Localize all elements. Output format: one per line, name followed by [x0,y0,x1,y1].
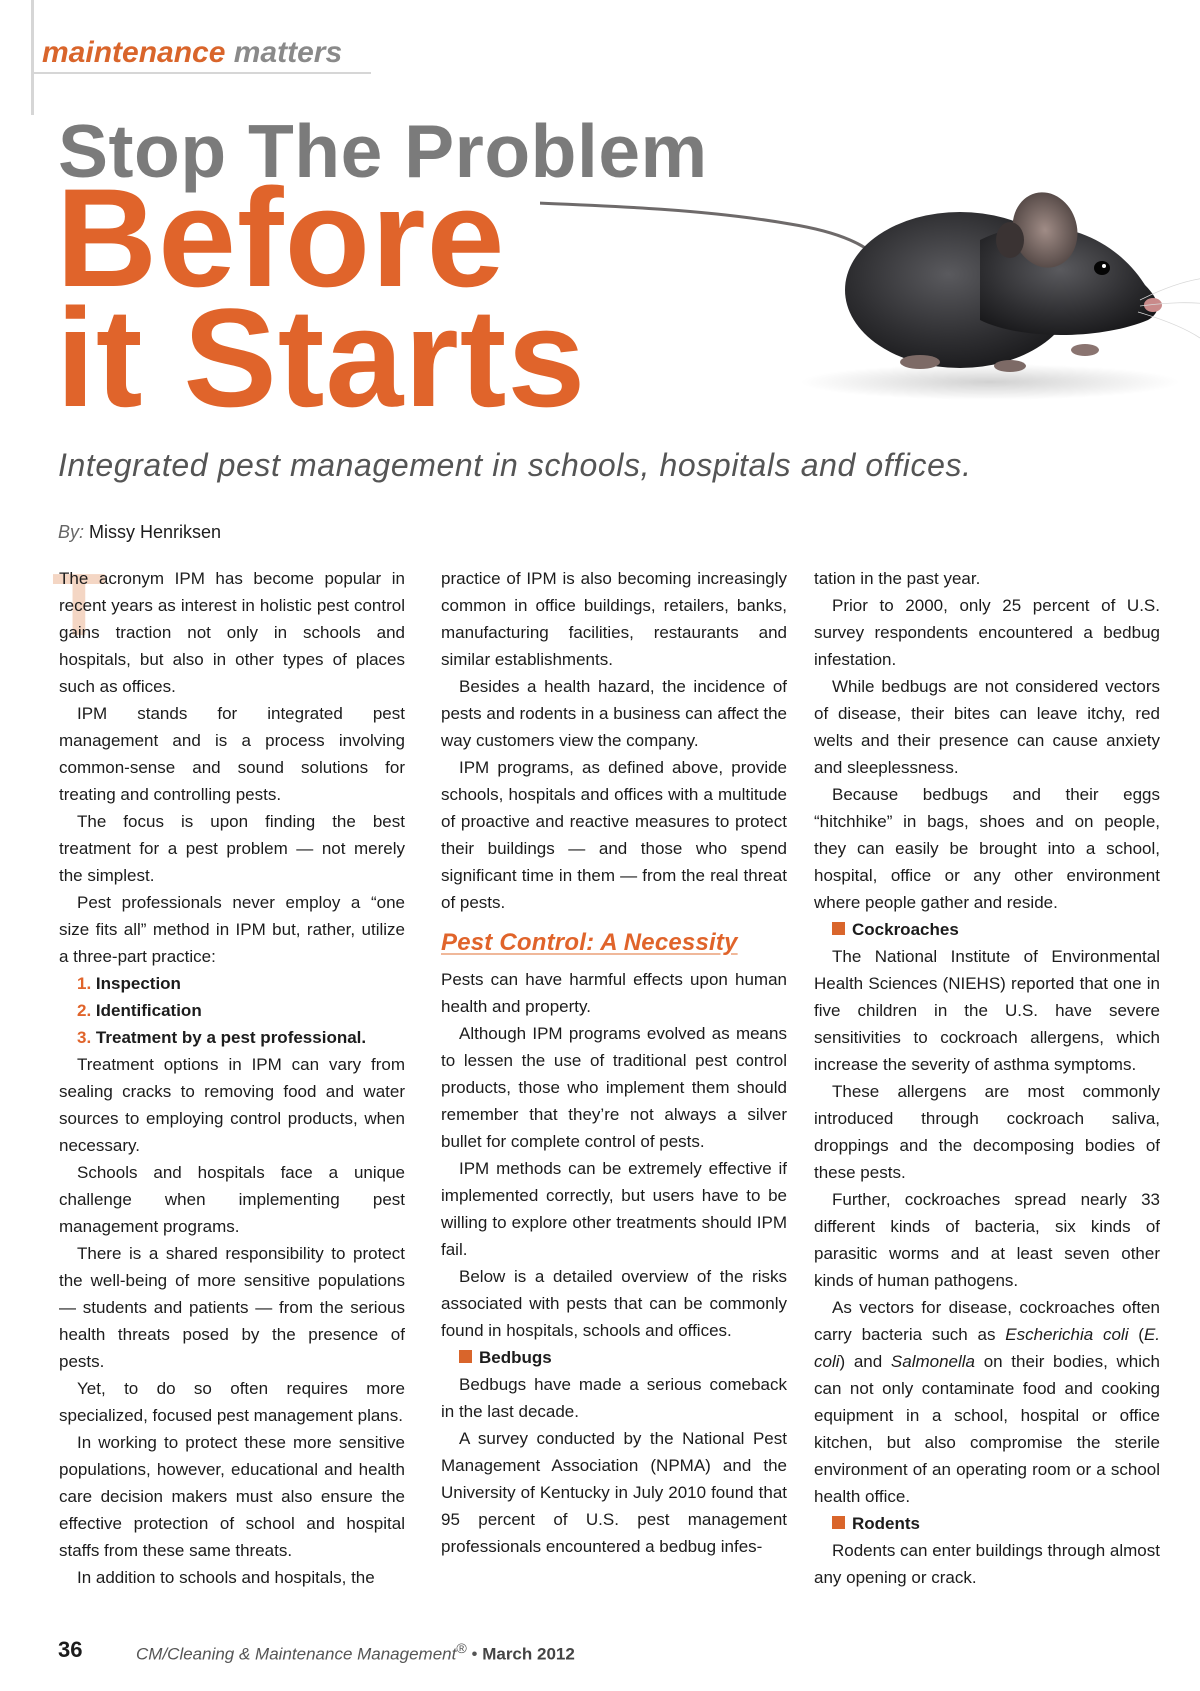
paragraph [814,1294,1160,1510]
paragraph: These allergens are most commonly introduced through cockroach saliva, droppings and the decomposing bodies of these pests. [814,1082,1160,1182]
department-word-2: matters [233,36,343,69]
paragraph: Although IPM programs evolved as means to lessen the use of traditional pest control products, those who implement them should remember that they’re not always a silver bullet for complete control of pests. [441,1024,787,1151]
paragraph: IPM methods can be extremely effective if implemented correctly, but users have to be willing to explore other treatments should IPM fail. [441,1159,787,1259]
list-text: Identification [95,1001,202,1020]
paragraph-text: ( [1128,1325,1144,1344]
registered-mark: ® [456,1641,467,1657]
paragraph: Prior to 2000, only 25 percent of U.S. survey respondents encountered a bedbug infestation. [814,596,1160,669]
paragraph-text: As vectors for disease, cockroaches often carry bacteria such as [814,1298,1160,1344]
paragraph-text: on their bodies, which can not only contaminate food and cooking equipment in a school, hospital or office kitchen, but also compromise the sterile environment of an operating room or a school health office. [814,1352,1160,1506]
publication-name: CM/Cleaning & Maintenance Management [136,1644,457,1664]
footer-separator: • [471,1644,478,1664]
headline-line-1: Stop The Problem [58,109,708,193]
paragraph: The focus is upon finding the best treatment for a pest problem — not merely the simplest. [59,812,405,885]
species-name: E. coli [814,1325,1161,1371]
paragraph: IPM programs, as defined above, provide schools, hospitals and offices with a multitude of proactive and reactive measures to protect their buildings — and those who spend significant time in them — from the real threat of pests. [441,758,787,912]
subheading-rodents [814,1510,1160,1537]
paragraph: Further, cockroaches spread nearly 33 different kinds of bacteria, six kinds of parasitic worms and at least seven other kinds of human pathogens. [814,1190,1160,1290]
paragraph: Pest professionals never employ a “one size fits all” method in IPM but, rather, utilize a three-part practice: [59,893,405,966]
paragraph-text: The acronym IPM has become popular in recent years as interest in holistic pest control gains traction not only in schools and hospitals, but also in other types of places such as offices. [59,569,405,696]
paragraph: The National Institute of Environmental Health Sciences (NIEHS) reported that one in five children in the U.S. have severe sensitivities to cockroach allergens, which increase the severity of asthma symptoms. [814,947,1160,1074]
subheading-text: Bedbugs [479,1348,552,1367]
section-heading [441,916,787,966]
footer-credit [136,1641,575,1665]
subtitle: Integrated pest management in schools, hospitals and offices. [58,447,972,483]
subheading-text: Rodents [852,1514,920,1533]
article-column-1 [52,555,405,1591]
paragraph: tation in the past year. [814,569,981,588]
paragraph: In addition to schools and hospitals, the [77,1568,375,1587]
page-number: 36 [58,1637,83,1662]
paragraph [52,555,405,700]
byline-label: By: [58,522,85,542]
drop-cap: T [52,555,106,654]
headline-line-2: Before [56,159,506,316]
paragraph: Rodents can enter buildings through almost any opening or crack. [814,1541,1160,1587]
paragraph: IPM stands for integrated pest management and is a process involving common-sense and sound solutions for treating and controlling pests. [59,704,405,804]
paragraph: In working to protect these more sensitive populations, however, educational and health care decision makers must also ensure the effective protection of school and hospital staffs from these same threats. [59,1433,405,1560]
mouse-illustration [540,150,1200,420]
list-item [59,970,405,997]
byline [58,522,221,543]
list-number: 3. [77,1028,92,1047]
subheading-bedbugs [441,1344,787,1371]
list-item [59,1024,405,1051]
headline-line-3: it Starts [56,279,587,436]
list-text: Inspection [95,974,181,993]
headline-main [56,159,587,436]
paragraph: While bedbugs are not considered vectors of disease, their bites can leave itchy, red welts and their presence can cause anxiety and sleeplessness. [814,677,1160,777]
paragraph: Bedbugs have made a serious comeback in the last decade. [441,1375,787,1421]
paragraph: Yet, to do so often requires more specialized, focused pest management plans. [59,1379,405,1425]
paragraph: practice of IPM is also becoming increasingly common in office buildings, retailers, banks, manufacturing facilities, restaurants and similar establishments. [441,569,787,669]
paragraph: There is a shared responsibility to protect the well-being of more sensitive populations — students and patients — from the serious health threats posed by the presence of pests. [59,1244,405,1371]
square-bullet-icon [459,1350,472,1363]
article-column-2 [441,565,787,1560]
paragraph: Pests can have harmful effects upon human health and property. [441,970,787,1016]
article-column-3 [814,565,1160,1591]
issue-date: March 2012 [482,1644,575,1664]
paragraph: A survey conducted by the National Pest Management Association (NPMA) and the University of Kentucky in July 2010 found that 95 percent of U.S. pest management professionals encountered a bedbug infes- [441,1429,787,1556]
section-heading-text: Pest Control: A Necessity [441,929,738,956]
department-tag [42,36,342,70]
paragraph: Below is a detailed overview of the risks associated with pests that can be commonly found in hospitals, schools and offices. [441,1267,787,1340]
subheading-cockroaches [814,916,1160,943]
list-item [59,997,405,1024]
species-name: Escherichia coli [1005,1325,1129,1344]
square-bullet-icon [832,922,845,935]
paragraph-text: ) and [839,1352,891,1371]
paragraph: Because bedbugs and their eggs “hitchhike” in bags, shoes and on people, they can easily be brought into a school, hospital, office or any other environment where people gather and reside. [814,785,1160,912]
paragraph: Besides a health hazard, the incidence of pests and rodents in a business can affect the way customers view the company. [441,677,787,750]
byline-author: Missy Henriksen [89,522,222,542]
paragraph: Treatment options in IPM can vary from sealing cracks to removing food and water sources to employing control products, when necessary. [59,1055,405,1155]
department-word-1: maintenance [42,36,226,69]
species-name: Salmonella [890,1352,976,1371]
list-number: 2. [77,1001,92,1020]
paragraph: Schools and hospitals face a unique challenge when implementing pest management programs. [59,1163,405,1236]
list-text: Treatment by a pest professional. [95,1028,367,1047]
square-bullet-icon [832,1516,845,1529]
header-horizontal-rule [31,72,371,74]
list-number: 1. [77,974,92,993]
subheading-text: Cockroaches [852,920,959,939]
header-vertical-rule [31,0,34,115]
